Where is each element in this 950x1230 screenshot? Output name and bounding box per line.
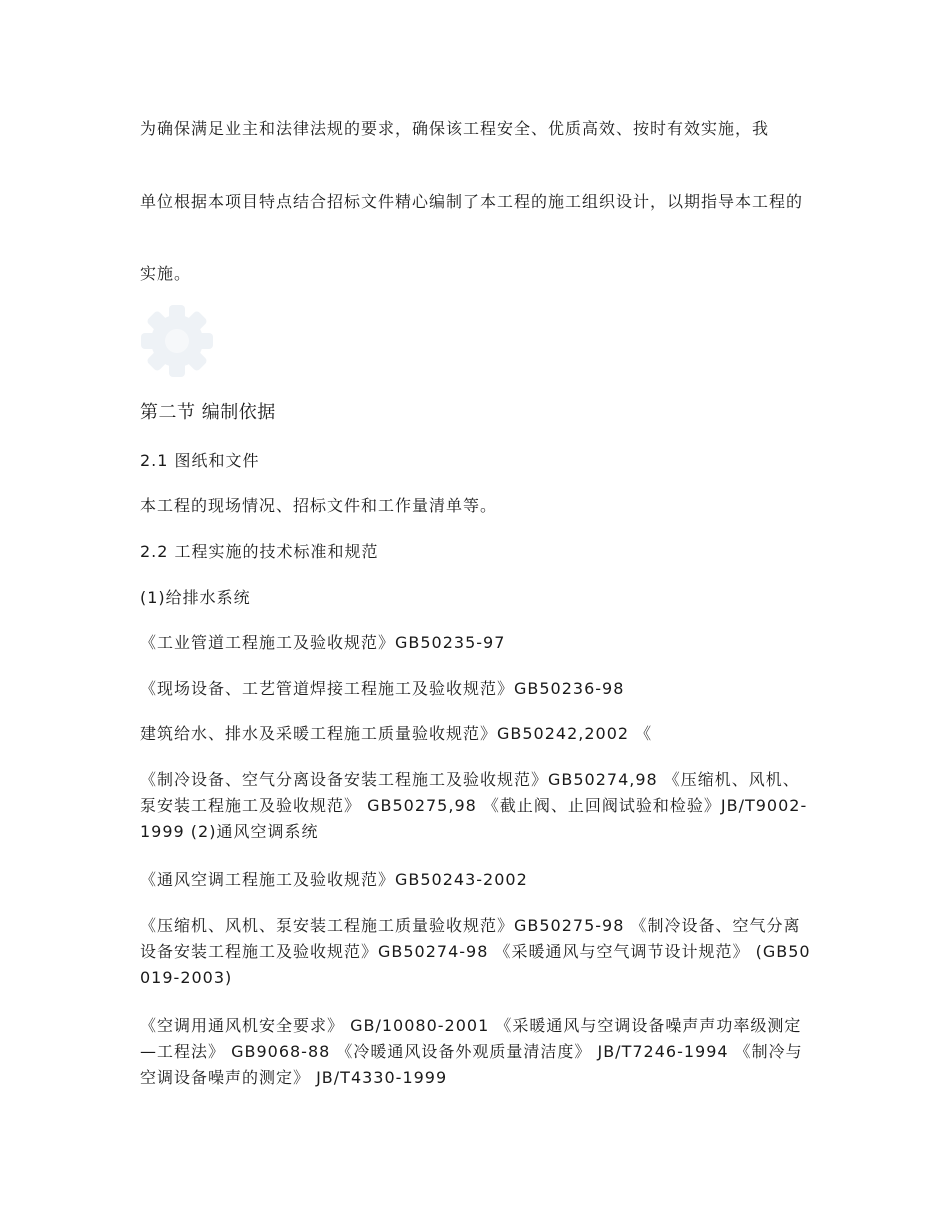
standard-item: 《制冷设备、空气分离设备安装工程施工及验收规范》GB50274,98 《压缩机、风机、泵安装工程施工及验收规范》 GB50275,98 《截止阀、止回阀试验和检验》JB/T9002-1999 (2)通风空调系统	[140, 770, 808, 841]
intro-line-2: 单位根据本项目特点结合招标文件精心编制了本工程的施工组织设计，以期指导本工程的	[140, 192, 804, 211]
standard-item: 《压缩机、风机、泵安装工程施工质量验收规范》GB50275-98 《制冷设备、空气分离设备安装工程施工及验收规范》GB50274-98 《采暖通风与空气调节设计规范》 (GB50019-2003)	[140, 916, 811, 987]
intro-line-1: 为确保满足业主和法律法规的要求，确保该工程安全、优质高效、按时有效实施，我	[140, 119, 770, 138]
standard-item: 建筑给水、排水及采暖工程施工质量验收规范》GB50242,2002 《	[140, 724, 653, 743]
standard-item: 《现场设备、工艺管道焊接工程施工及验收规范》GB50236-98	[140, 679, 625, 698]
standard-item: 《工业管道工程施工及验收规范》GB50235-97	[140, 633, 506, 652]
gear-watermark-icon	[139, 303, 215, 379]
subsection-title-2-1: 2.1 图纸和文件	[140, 451, 260, 470]
standard-item: 《通风空调工程施工及验收规范》GB50243-2002	[140, 870, 528, 889]
subsection-title-2-2: 2.2 工程实施的技术标准和规范	[140, 542, 379, 561]
group-title-water: (1)给排水系统	[140, 588, 251, 607]
section-title: 第二节 编制依据	[140, 402, 276, 423]
subsection-text-2-1: 本工程的现场情况、招标文件和工作量清单等。	[140, 496, 498, 515]
intro-line-3: 实施。	[140, 264, 192, 283]
standard-item: 《空调用通风机安全要求》 GB/10080-2001 《采暖通风与空调设备噪声声功率级测定—工程法》 GB9068-88 《冷暖通风设备外观质量清洁度》 JB/T7246-1994 《制冷与空调设备噪声的测定》 JB/T4330-1999	[140, 1016, 803, 1087]
